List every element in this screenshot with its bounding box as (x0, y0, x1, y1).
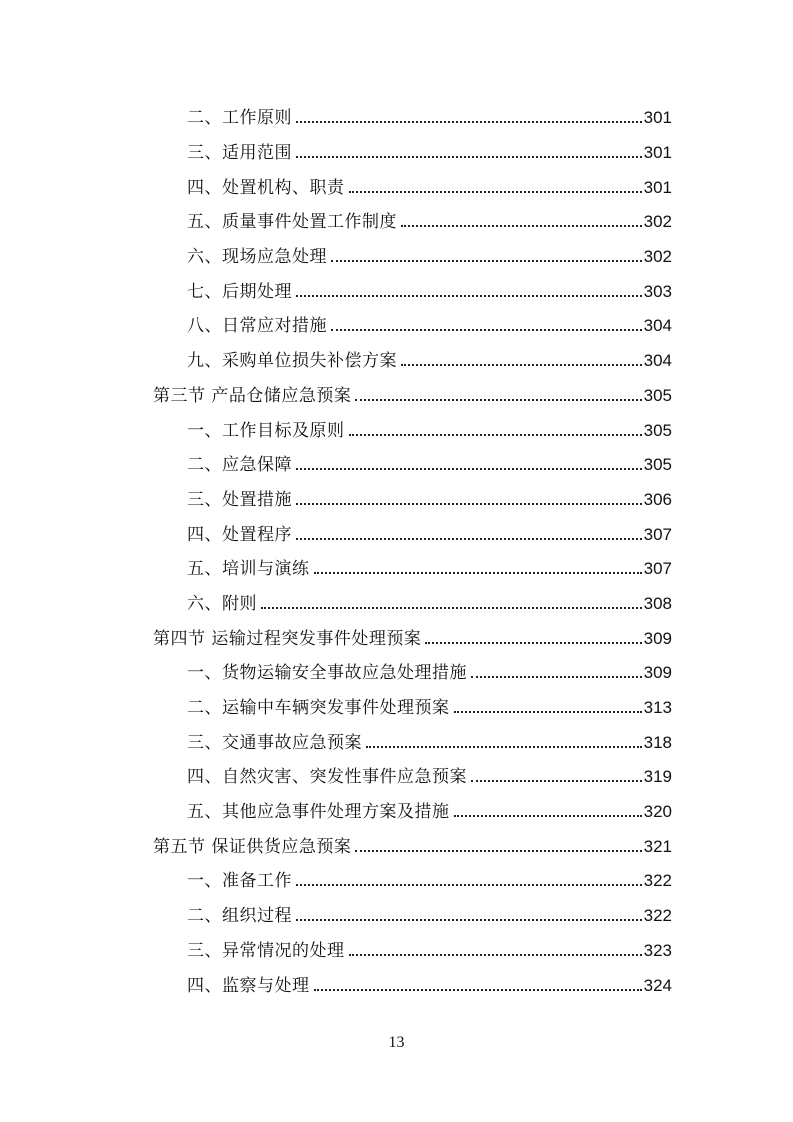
toc-dot-leader (349, 178, 642, 198)
toc-dot-leader (296, 525, 642, 545)
toc-entry-title: 第五节 保证供货应急预案 (153, 836, 352, 857)
toc-entry-title: 五、质量事件处置工作制度 (187, 212, 397, 233)
toc-entry-page: 303 (643, 281, 672, 301)
toc-dot-leader (471, 663, 642, 683)
toc-entry[interactable] (0, 170, 793, 205)
toc-entry-title: 二、应急保障 (187, 455, 292, 476)
toc-entry[interactable] (0, 691, 793, 726)
toc-entry[interactable] (0, 240, 793, 275)
toc-entry[interactable] (0, 483, 793, 518)
toc-entry-page: 309 (643, 663, 672, 683)
toc-entry-page: 301 (643, 143, 672, 163)
toc-dot-leader (401, 212, 642, 232)
toc-entry-page: 306 (643, 489, 672, 509)
toc-dot-leader (296, 108, 642, 128)
toc-dot-leader (401, 351, 642, 371)
toc-entry-title: 二、运输中车辆突发事件处理预案 (187, 698, 450, 719)
toc-dot-leader (296, 490, 642, 510)
toc-entry-page: 321 (643, 836, 672, 856)
toc-entry[interactable] (0, 552, 793, 587)
toc-entry-title: 一、准备工作 (187, 871, 292, 892)
toc-entry-page: 304 (643, 316, 672, 336)
toc-dot-leader (349, 941, 642, 961)
toc-entry[interactable] (0, 968, 793, 1003)
page-number: 13 (388, 1034, 405, 1051)
toc-dot-leader (454, 698, 642, 718)
toc-entry[interactable] (0, 656, 793, 691)
toc-entry-title: 五、其他应急事件处理方案及措施 (187, 802, 450, 823)
toc-dot-leader (355, 386, 641, 406)
toc-entry-title: 四、自然灾害、突发性事件应急预案 (187, 767, 467, 788)
toc-entry-title: 六、现场应急处理 (187, 247, 327, 268)
toc-entry[interactable] (0, 136, 793, 171)
toc-entry[interactable] (0, 205, 793, 240)
toc-entry[interactable] (0, 344, 793, 379)
toc-entry-title: 四、处置机构、职责 (187, 177, 345, 198)
toc-entry[interactable] (0, 587, 793, 622)
toc-entry-title: 一、货物运输安全事故应急处理措施 (187, 663, 467, 684)
toc-entry-page: 323 (643, 940, 672, 960)
toc-entry-page: 322 (643, 871, 672, 891)
toc-entry-title: 八、日常应对措施 (187, 316, 327, 337)
toc-dot-leader (296, 906, 642, 926)
toc-entry-title: 三、适用范围 (187, 143, 292, 164)
toc-section-heading[interactable] (0, 829, 793, 864)
toc-section-heading[interactable] (0, 379, 793, 414)
toc-entry-title: 二、组织过程 (187, 906, 292, 927)
toc-entry-page: 305 (643, 385, 672, 405)
toc-entry-page: 313 (643, 698, 672, 718)
toc-entry[interactable] (0, 864, 793, 899)
toc-dot-leader (454, 802, 642, 822)
toc-entry-page: 305 (643, 455, 672, 475)
toc-entry[interactable] (0, 101, 793, 136)
toc-entry[interactable] (0, 795, 793, 830)
toc-entry[interactable] (0, 309, 793, 344)
toc-section-heading[interactable] (0, 621, 793, 656)
toc-entry[interactable] (0, 934, 793, 969)
toc-entry[interactable] (0, 899, 793, 934)
toc-entry-page: 301 (643, 108, 672, 128)
toc-dot-leader (314, 559, 642, 579)
toc-entry[interactable] (0, 517, 793, 552)
toc-entry-title: 第四节 运输过程突发事件处理预案 (153, 628, 422, 649)
toc-entry[interactable] (0, 413, 793, 448)
toc-entry-page: 320 (643, 802, 672, 822)
toc-entry-title: 六、附则 (187, 593, 257, 614)
toc-dot-leader (331, 316, 642, 336)
toc-dot-leader (296, 455, 642, 475)
toc-entry[interactable] (0, 760, 793, 795)
toc-dot-leader (296, 143, 642, 163)
toc-entry-page: 307 (643, 559, 672, 579)
toc-entry[interactable] (0, 274, 793, 309)
toc-entry-title: 三、处置措施 (187, 489, 292, 510)
toc-entry-page: 309 (643, 628, 672, 648)
toc-entry-title: 四、处置程序 (187, 524, 292, 545)
toc-entry[interactable] (0, 725, 793, 760)
toc-entry-title: 九、采购单位损失补偿方案 (187, 351, 397, 372)
toc-entry-title: 三、异常情况的处理 (187, 940, 345, 961)
toc-dot-leader (261, 594, 642, 614)
toc-dot-leader (425, 629, 641, 649)
toc-entry-title: 一、工作目标及原则 (187, 420, 345, 441)
toc-entry-page: 322 (643, 906, 672, 926)
toc-entry-page: 302 (643, 212, 672, 232)
toc-dot-leader (366, 733, 642, 753)
toc-entry-title: 七、后期处理 (187, 281, 292, 302)
toc-entry-page: 307 (643, 524, 672, 544)
toc-entry-page: 308 (643, 593, 672, 613)
toc-entry-page: 324 (643, 975, 672, 995)
toc-dot-leader (349, 421, 642, 441)
toc-entry-title: 五、培训与演练 (187, 559, 310, 580)
toc-entry-page: 319 (643, 767, 672, 787)
toc-dot-leader (471, 767, 642, 787)
toc-entry-title: 四、监察与处理 (187, 975, 310, 996)
toc-entry-title: 三、交通事故应急预案 (187, 732, 362, 753)
toc-dot-leader (331, 247, 642, 267)
toc-dot-leader (296, 282, 642, 302)
table-of-contents (0, 101, 793, 1003)
toc-dot-leader (296, 871, 642, 891)
toc-dot-leader (314, 976, 642, 996)
toc-entry-page: 301 (643, 177, 672, 197)
toc-entry-page: 305 (643, 420, 672, 440)
toc-entry-page: 318 (643, 732, 672, 752)
toc-entry-page: 302 (643, 247, 672, 267)
toc-dot-leader (355, 837, 641, 857)
toc-entry-title: 二、工作原则 (187, 108, 292, 129)
toc-entry[interactable] (0, 448, 793, 483)
toc-entry-title: 第三节 产品仓储应急预案 (153, 385, 352, 406)
toc-entry-page: 304 (643, 351, 672, 371)
